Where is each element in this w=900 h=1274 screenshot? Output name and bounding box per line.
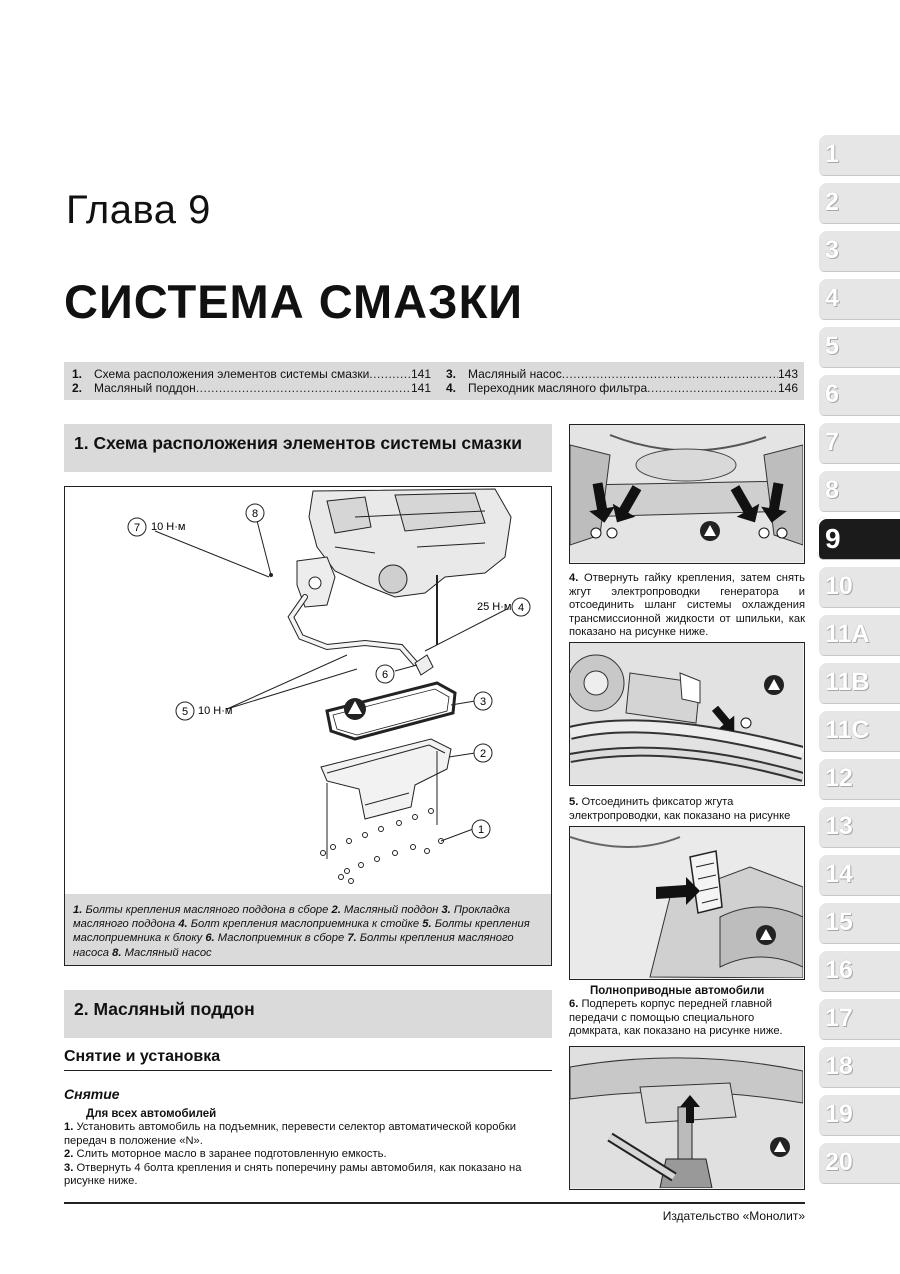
chapter-tab-19[interactable]: 19 <box>817 1093 900 1136</box>
chapter-tab-4[interactable]: 4 <box>817 277 900 320</box>
chapter-tab-17[interactable]: 17 <box>817 997 900 1040</box>
removal-steps <box>64 1121 554 1189</box>
chapter-title: СИСТЕМА СМАЗКИ <box>64 275 524 328</box>
chapter-tab-2[interactable]: 2 <box>817 181 900 224</box>
chapter-tab-20[interactable]: 20 <box>817 1141 900 1184</box>
chapter-tab-16[interactable]: 16 <box>817 949 900 992</box>
subsection-heading: Снятие и установка <box>64 1048 552 1071</box>
torque-4: 25 Н·м <box>477 601 512 613</box>
callout-7: 7 <box>133 522 141 534</box>
photo-harness <box>569 642 805 786</box>
chapter-tab-1[interactable]: 1 <box>817 133 900 176</box>
chapter-tab-12[interactable]: 12 <box>817 757 900 800</box>
chapter-tab-11a[interactable]: 11A <box>817 613 900 656</box>
footer-rule <box>64 1202 805 1204</box>
toc-item-1[interactable]: 1. Схема расположения элементов системы смазки ..... 141 <box>72 367 431 381</box>
section-heading-1: 1. Схема расположения элементов системы смазки <box>64 424 552 472</box>
chapter-tab-9[interactable]: 9 <box>817 517 900 560</box>
oil-pan <box>321 739 451 819</box>
removal-heading: Снятие <box>64 1086 120 1102</box>
photo-jack <box>569 1046 805 1190</box>
diagram-drawing <box>65 487 550 895</box>
callout-1: 1 <box>477 824 485 836</box>
step-2: 2. Слить моторное масло в заранее подготовленную емкость. <box>64 1148 387 1161</box>
chapter-tab-14[interactable]: 14 <box>817 853 900 896</box>
callout-6: 6 <box>381 669 389 681</box>
chapter-tab-5[interactable]: 5 <box>817 325 900 368</box>
chapter-tab-8[interactable]: 8 <box>817 469 900 512</box>
step-6: 6. Подпереть корпус передней главной передачи с помощью специального домкрата, как показано на рисунке ниже. <box>569 998 783 1038</box>
chapter-tab-3[interactable]: 3 <box>817 229 900 272</box>
callout-3: 3 <box>479 696 487 708</box>
chapter-tab-11b[interactable]: 11B <box>817 661 900 704</box>
toc-item-3[interactable]: 3. Масляный насос ..... 143 <box>446 367 798 381</box>
awd-label: Полноприводные автомобили <box>590 985 765 997</box>
chapter-tab-7[interactable]: 7 <box>817 421 900 464</box>
chapter-tab-15[interactable]: 15 <box>817 901 900 944</box>
chapter-label: Глава 9 <box>66 188 211 232</box>
step-5: 5. Отсоединить фиксатор жгута электропроводки, как показано на рисунке <box>569 796 791 822</box>
diagram-caption: 1. Болты крепления масляного поддона в сборе 2. Масляный поддон 3. Прокладка масляного поддона 4. Болт крепления маслоприемника к стойке 5. Болты крепления маслоприемника к блоку 6. Маслоприемник в сборе 7. Болты крепления масляного насоса 8. Масляный насос <box>65 894 551 965</box>
section-heading-2: 2. Масляный поддон <box>64 990 552 1038</box>
table-of-contents <box>64 362 804 400</box>
chapter-tab-13[interactable]: 13 <box>817 805 900 848</box>
torque-7: 10 Н·м <box>151 521 186 533</box>
chapter-tab-18[interactable]: 18 <box>817 1045 900 1088</box>
all-vehicles-label: Для всех автомобилей <box>86 1108 217 1120</box>
toc-item-4[interactable]: 4. Переходник масляного фильтра ..... 146 <box>446 381 798 395</box>
engine-block <box>309 489 511 597</box>
photo-retainer <box>569 826 805 980</box>
photo-crossmember <box>569 424 805 564</box>
step-1: 1. Установить автомобиль на подъемник, перевести селектор автоматической коробки передач в положение «N». <box>64 1121 516 1147</box>
callout-8: 8 <box>251 508 259 520</box>
chapter-tab-11c[interactable]: 11C <box>817 709 900 752</box>
chapter-tab-6[interactable]: 6 <box>817 373 900 416</box>
callout-5: 5 <box>181 706 189 718</box>
step-4: 4. Отвернуть гайку крепления, затем снять жгут электропроводки генератора и отсоединить шланг системы охлаждения трансмиссионной жидкости от шпильки, как показано на рисунке ниже. <box>569 572 805 639</box>
toc-item-2[interactable]: 2. Масляный поддон ..... 141 <box>72 381 431 395</box>
publisher-footer: Издательство «Монолит» <box>662 1209 805 1223</box>
publisher-watermark-icon <box>344 698 366 720</box>
chapter-tab-10[interactable]: 10 <box>817 565 900 608</box>
step-3: 3. Отвернуть 4 болта крепления и снять поперечину рамы автомобиля, как показано на рисунке ниже. <box>64 1161 522 1188</box>
callout-2: 2 <box>479 748 487 760</box>
callout-4: 4 <box>517 602 525 614</box>
torque-5: 10 Н·м <box>198 705 233 717</box>
